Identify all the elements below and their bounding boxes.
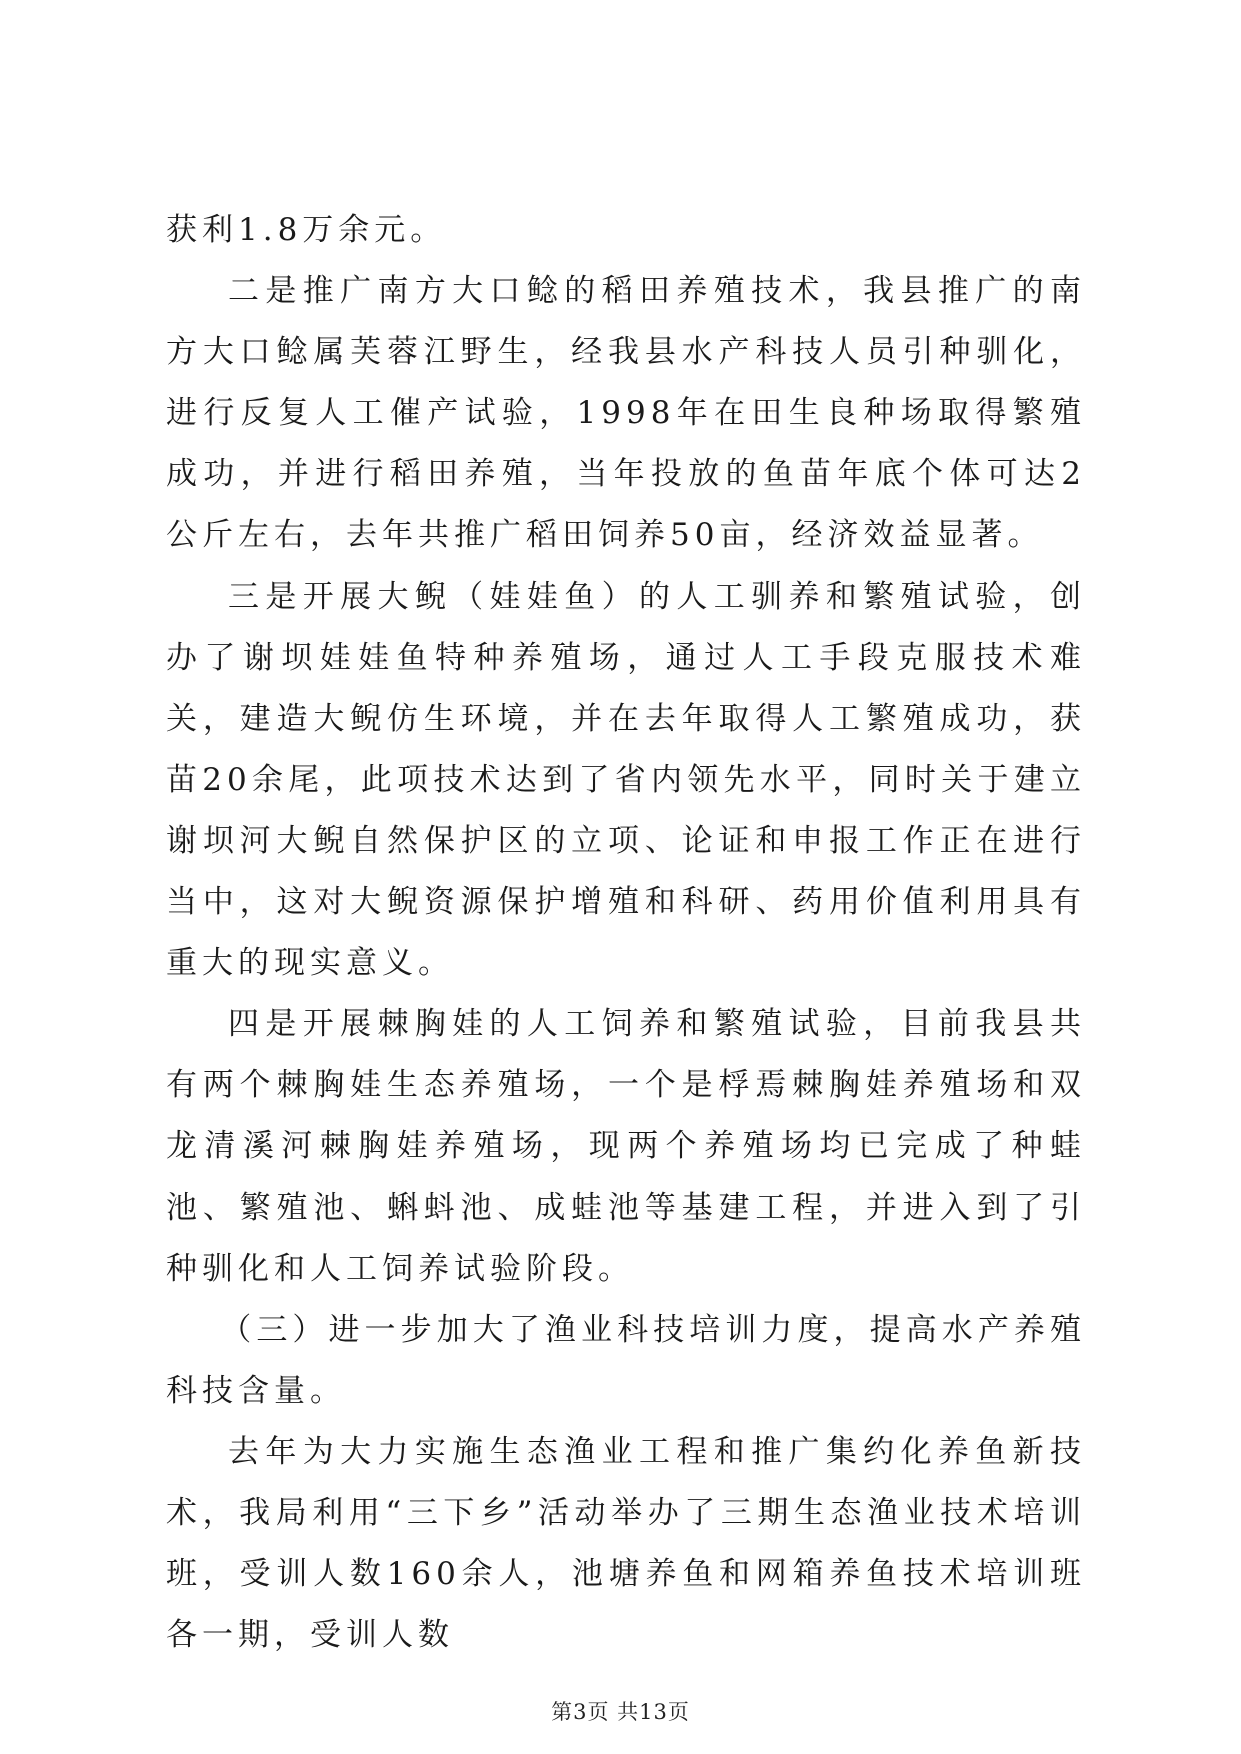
page-footer: 第3页 共13页 bbox=[551, 1700, 690, 1724]
document-body bbox=[166, 200, 1086, 1666]
paragraph-continuation: 获利1.8万余元。 bbox=[166, 212, 447, 248]
paragraph-catfish-rice-field: 二是推广南方大口鲶的稻田养殖技术，我县推广的南方大口鲶属芙蓉江野生，经我县水产科技人员引种驯化，进行反复人工催产试验，1998年在田生良种场取得繁殖成功，并进行稻田养殖，当年投放的鱼苗年底个体可达2公斤左右，去年共推广稻田饲养50亩，经济效益显著。 bbox=[166, 273, 1086, 554]
paragraph-training: 去年为大力实施生态渔业工程和推广集约化养鱼新技术，我局利用“三下乡”活动举办了三期生态渔业技术培训班，受训人数160余人，池塘养鱼和网箱养鱼技术培训班各一期，受训人数 bbox=[166, 1433, 1086, 1654]
paragraph-spiny-frog: 四是开展棘胸娃的人工饲养和繁殖试验，目前我县共有两个棘胸娃生态养殖场，一个是桴焉棘胸娃养殖场和双龙清溪河棘胸娃养殖场，现两个养殖场均已完成了种蛙池、繁殖池、蝌蚪池、成蛙池等基建工程，并进入到了引种驯化和人工饲养试验阶段。 bbox=[166, 1006, 1086, 1287]
section-heading-training: （三）进一步加大了渔业科技培训力度，提高水产养殖科技含量。 bbox=[166, 1311, 1086, 1409]
paragraph-giant-salamander: 三是开展大鲵（娃娃鱼）的人工驯养和繁殖试验，创办了谢坝娃娃鱼特种养殖场，通过人工手段克服技术难关，建造大鲵仿生环境，并在去年取得人工繁殖成功，获苗20余尾，此项技术达到了省内领先水平，同时关于建立谢坝河大鲵自然保护区的立项、论证和申报工作正在进行当中，这对大鲵资源保护增殖和科研、药用价值利用具有重大的现实意义。 bbox=[166, 578, 1086, 982]
